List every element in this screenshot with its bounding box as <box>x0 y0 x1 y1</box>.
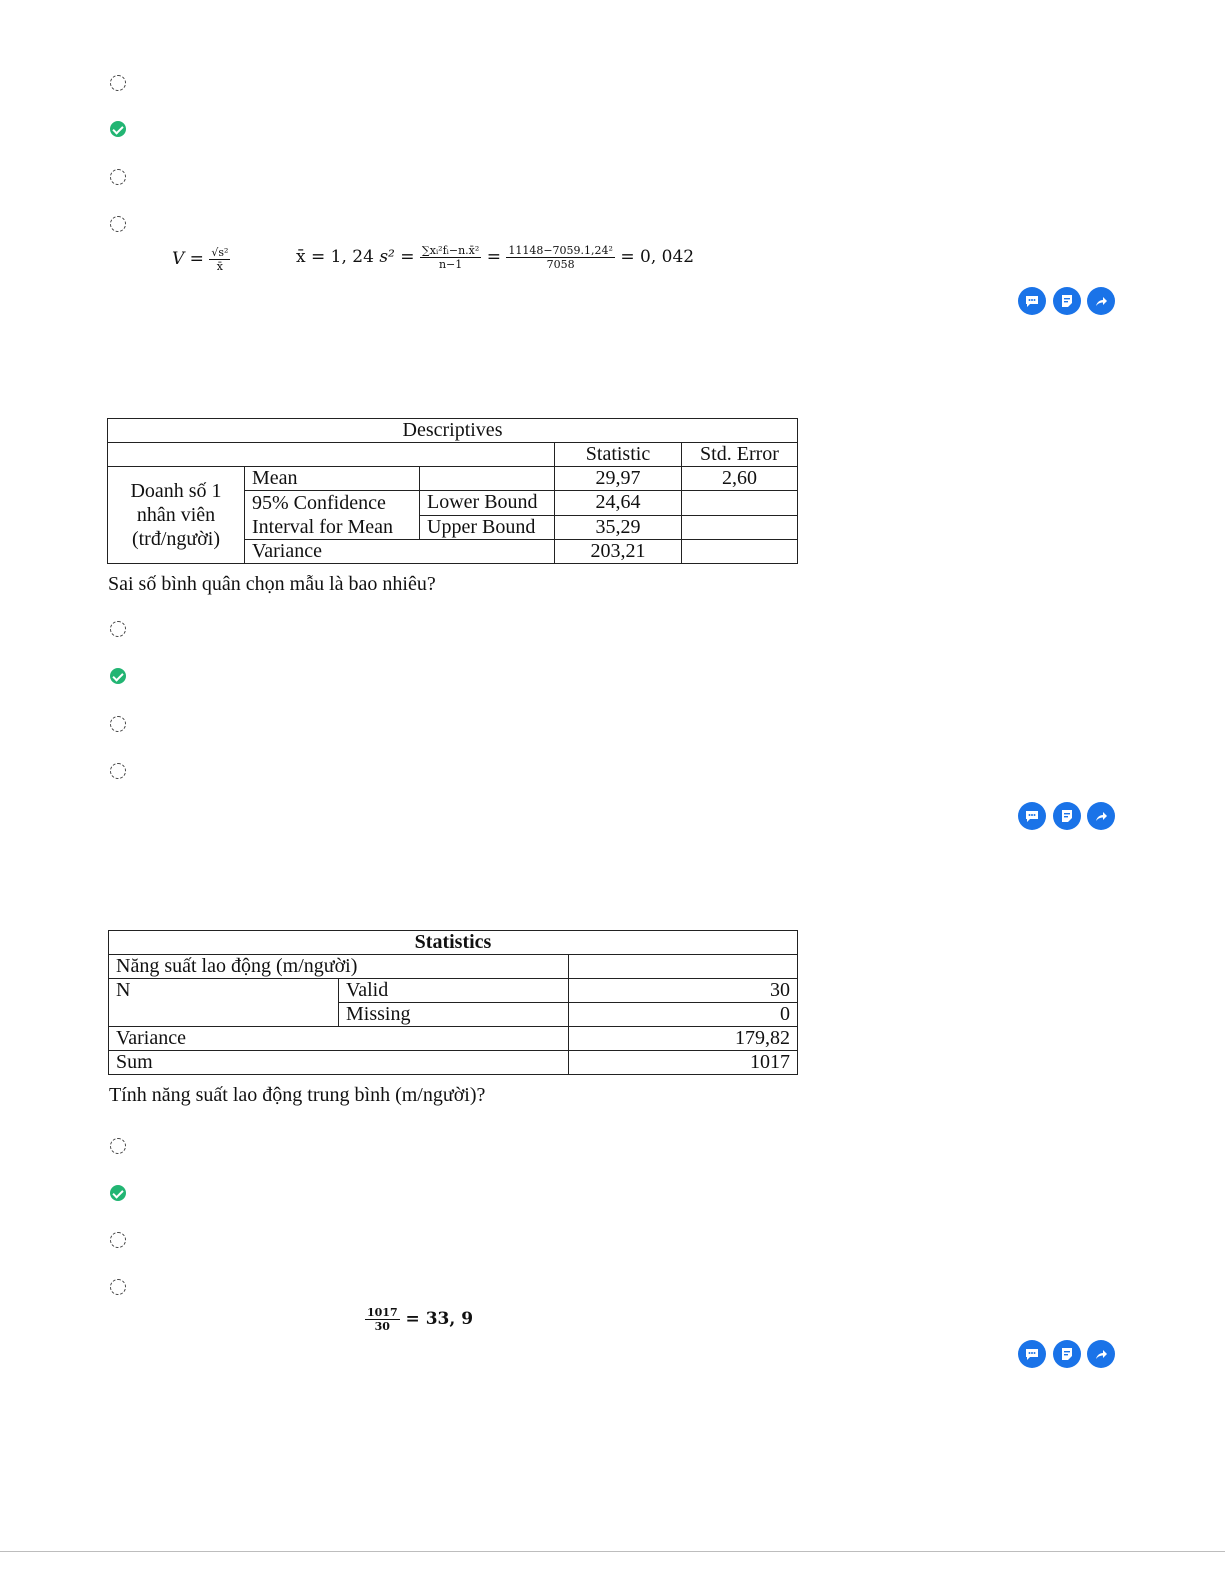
missing-value: 0 <box>569 1003 798 1027</box>
page-divider <box>0 1551 1225 1552</box>
note-icon <box>1059 1346 1075 1362</box>
comment-button[interactable] <box>1018 1340 1046 1368</box>
q1-option-4-radio[interactable] <box>110 216 126 232</box>
note-icon <box>1059 293 1075 309</box>
q1-formula-variation <box>172 246 230 273</box>
s2-denominator: n−1 <box>438 258 463 271</box>
valid-value: 30 <box>569 979 798 1003</box>
mean-result: = 33, 9 <box>405 1309 474 1329</box>
q2-option-1-radio[interactable] <box>110 621 126 637</box>
q2-option-4-radio[interactable] <box>110 763 126 779</box>
q1-option-1-radio[interactable] <box>110 75 126 91</box>
note-button[interactable] <box>1053 1340 1081 1368</box>
share-icon <box>1093 1346 1109 1362</box>
q3-option-2-correct-icon[interactable] <box>110 1185 126 1201</box>
s2-numerator: ∑xᵢ²fᵢ−n.x̄² <box>421 244 480 257</box>
q1-option-3-radio[interactable] <box>110 169 126 185</box>
ci-label-line1: 95% Confidence <box>252 492 386 514</box>
v-numerator: √s² <box>211 246 229 259</box>
note-icon <box>1059 808 1075 824</box>
mean-numerator: 1017 <box>367 1306 398 1319</box>
q2-question-text: Sai số bình quân chọn mẫu là bao nhiêu? <box>108 573 436 595</box>
note-button[interactable] <box>1053 287 1081 315</box>
descriptives-table <box>107 418 798 564</box>
variance-value: 203,21 <box>555 540 682 564</box>
v-lhs: V = <box>172 249 204 269</box>
calc-denominator: 7058 <box>546 258 575 271</box>
col-header-statistic: Statistic <box>555 443 682 467</box>
n-label: N <box>109 979 339 1027</box>
q2-option-2-correct-icon[interactable] <box>110 668 126 684</box>
valid-label: Valid <box>339 979 569 1003</box>
q3-option-4-radio[interactable] <box>110 1279 126 1295</box>
ci-label-line2: Interval for Mean <box>252 516 394 538</box>
row-group-label: Doanh số 1 nhân viên (trđ/người) <box>108 467 245 564</box>
q1-option-2-correct-icon[interactable] <box>110 121 126 137</box>
variance-label: Variance <box>109 1027 569 1051</box>
q3-option-3-radio[interactable] <box>110 1232 126 1248</box>
share-button[interactable] <box>1087 1340 1115 1368</box>
table-title: Descriptives <box>108 419 798 443</box>
comment-icon <box>1024 1346 1040 1362</box>
q1-formula-variance <box>296 244 694 271</box>
mean-value: 29,97 <box>555 467 682 491</box>
mean-std-error: 2,60 <box>682 467 798 491</box>
q2-option-3-radio[interactable] <box>110 716 126 732</box>
ci-label <box>245 491 420 540</box>
v-denominator: x̄ <box>216 260 223 273</box>
comment-icon <box>1024 293 1040 309</box>
table-title: Statistics <box>109 931 798 955</box>
comment-button[interactable] <box>1018 287 1046 315</box>
lower-bound-value: 24,64 <box>555 491 682 516</box>
calc-numerator: 11148−7059.1,24² <box>508 244 613 257</box>
equals-sign: = <box>486 247 501 267</box>
mean-denominator: 30 <box>374 1320 390 1333</box>
variance-label: Variance <box>245 540 555 564</box>
xbar-value: x̄ = 1, 24 <box>296 247 374 267</box>
share-icon <box>1093 808 1109 824</box>
q3-option-1-radio[interactable] <box>110 1138 126 1154</box>
s2-lhs: s² = <box>379 247 415 267</box>
share-button[interactable] <box>1087 802 1115 830</box>
variance-result: = 0, 042 <box>620 247 695 267</box>
missing-label: Missing <box>339 1003 569 1027</box>
share-button[interactable] <box>1087 287 1115 315</box>
q3-formula-mean <box>365 1306 473 1333</box>
note-button[interactable] <box>1053 802 1081 830</box>
q3-question-text: Tính năng suất lao động trung bình (m/người)? <box>109 1084 486 1106</box>
variance-value: 179,82 <box>569 1027 798 1051</box>
sum-label: Sum <box>109 1051 569 1075</box>
statistics-table <box>108 930 798 1075</box>
upper-bound-label: Upper Bound <box>420 515 555 540</box>
comment-icon <box>1024 808 1040 824</box>
sum-value: 1017 <box>569 1051 798 1075</box>
col-header-std-error: Std. Error <box>682 443 798 467</box>
comment-button[interactable] <box>1018 802 1046 830</box>
lower-bound-label: Lower Bound <box>420 491 555 516</box>
mean-label: Mean <box>245 467 420 491</box>
share-icon <box>1093 293 1109 309</box>
variable-label: Năng suất lao động (m/người) <box>109 955 569 979</box>
upper-bound-value: 35,29 <box>555 515 682 540</box>
